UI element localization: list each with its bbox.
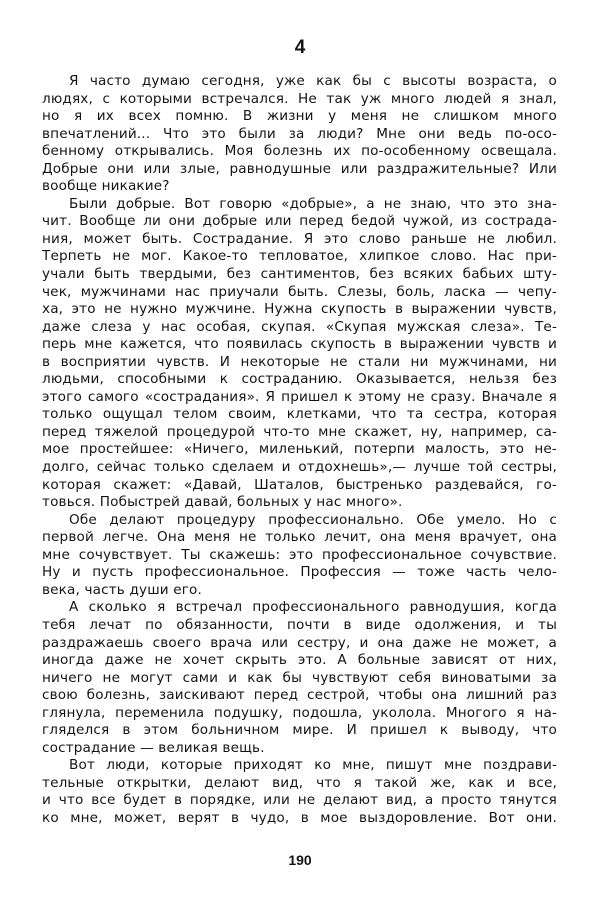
text-line: Были добрые. Вот говорю «добрые», а не знаю, что это зна- xyxy=(69,195,557,212)
text-line: которая скажет: «Давай, Шаталов, быстренько раздевайся, го- xyxy=(42,476,557,493)
text-line: даже слеза у нас особая, скупая. «Скупая мужская слеза». Те- xyxy=(42,318,557,335)
paragraph xyxy=(42,757,557,827)
text-line: людьми, способными к состраданию. Оказывается, нельзя без xyxy=(42,371,557,388)
page-number: 190 xyxy=(288,852,312,868)
text-line: раздражаешь своего врача или сестру, и она даже не может, а xyxy=(42,634,557,651)
text-line: учали быть твердыми, без сантиментов, без всяких бабьих шту- xyxy=(42,266,557,283)
text-line: в восприятии чувств. И некоторые не стали ни мужчинами, ни xyxy=(42,353,557,370)
paragraph xyxy=(42,512,557,600)
text-line: ха, это не нужно мужчине. Нужна скупость в выражении чувств, xyxy=(42,301,557,318)
text-line: людях, с которыми встречался. Не так уж много людей я знал, xyxy=(42,90,557,107)
text-line: перед тяжелой процедурой что-то мне скажет, ну, например, са- xyxy=(42,423,557,440)
text-column xyxy=(42,73,557,828)
text-line: впечатлений... Что это были за люди? Мне они ведь по-осо- xyxy=(42,125,557,142)
text-line: бенному открывались. Моя болезнь их по-особенному освещала. xyxy=(42,143,557,160)
text-line: свою болезнь, заискивают перед сестрой, чтобы она лишний раз xyxy=(42,687,557,704)
text-line: иногда даже не хочет скрыть это. А больные зависят от них, xyxy=(42,652,557,669)
text-line: первой легче. Она меня не только лечит, она меня врачует, она xyxy=(42,529,557,546)
text-line: чек, мужчинами нас приучали быть. Слезы, боль, ласка — чепу- xyxy=(42,283,557,300)
paragraph xyxy=(42,196,557,512)
text-line: тебя лечат по обязанности, почти в виде одолжения, и ты xyxy=(42,616,557,633)
text-line: только ощущал телом своим, клетками, что та сестра, которая xyxy=(42,406,557,423)
text-line: тельные открытки, делают вид, что я такой же, как и все, xyxy=(42,774,557,791)
text-line: чит. Вообще ли они добрые или перед бедой чужой, из сострада- xyxy=(42,213,557,230)
paragraph xyxy=(42,73,557,196)
text-line: А сколько я встречал профессионального равнодушия, когда xyxy=(69,599,557,616)
text-line: мое простейшее: «Ничего, миленький, потерпи малость, это не- xyxy=(42,441,557,458)
text-line: ко мне, может, верят в чудо, в мое выздоровление. Вот они. xyxy=(42,809,557,826)
text-line: товься. Побыстрей давай, больных у нас много». xyxy=(42,494,403,511)
chapter-number: 4 xyxy=(294,37,306,58)
text-line: Вот люди, которые приходят ко мне, пишут мне поздрави- xyxy=(69,757,557,774)
text-line: глянула, переменила подушку, подошла, уколола. Многого я на- xyxy=(42,704,557,721)
text-line: этого самого «сострадания». Я пришел к этому не сразу. Вначале я xyxy=(42,388,557,405)
text-line: сострадание — великая вещь. xyxy=(42,739,265,756)
text-line: долго, сейчас только сделаем и отдохнешь»,— лучше той сестры, xyxy=(42,459,557,476)
text-line: Ну и пусть профессиональное. Профессия — тоже часть чело- xyxy=(42,564,557,581)
text-line: ничего не могут сами и как бы чувствуют себя виноватыми за xyxy=(42,669,557,686)
text-line: Добрые они или злые, равнодушные или раздражительные? Или xyxy=(42,160,557,177)
paragraph xyxy=(42,599,557,757)
text-line: вообще никакие? xyxy=(42,178,170,195)
text-line: века, часть души его. xyxy=(42,581,202,598)
text-line: перь мне кажется, что появилась скупость в выражении чувств и xyxy=(42,336,557,353)
text-line: ния, может быть. Сострадание. Я это слово раньше не любил. xyxy=(42,230,557,247)
text-line: Я часто думаю сегодня, уже как бы с высоты возраста, о xyxy=(69,73,557,89)
text-line: Обе делают процедуру профессионально. Обе умело. Но с xyxy=(69,511,557,528)
text-line: мне сочувствует. Ты скажешь: это профессиональное сочувствие. xyxy=(42,546,557,563)
text-line: и что все будет в порядке, или не делают вид, а просто тянутся xyxy=(42,792,557,809)
text-line: гляделся в этом больничном мире. И пришел к выводу, что xyxy=(42,722,557,739)
text-line: Терпеть не мог. Какое-то тепловатое, хлипкое слово. Нас при- xyxy=(42,248,557,265)
text-line: но я их всех помню. В жизни у меня не слишком много xyxy=(42,108,557,125)
